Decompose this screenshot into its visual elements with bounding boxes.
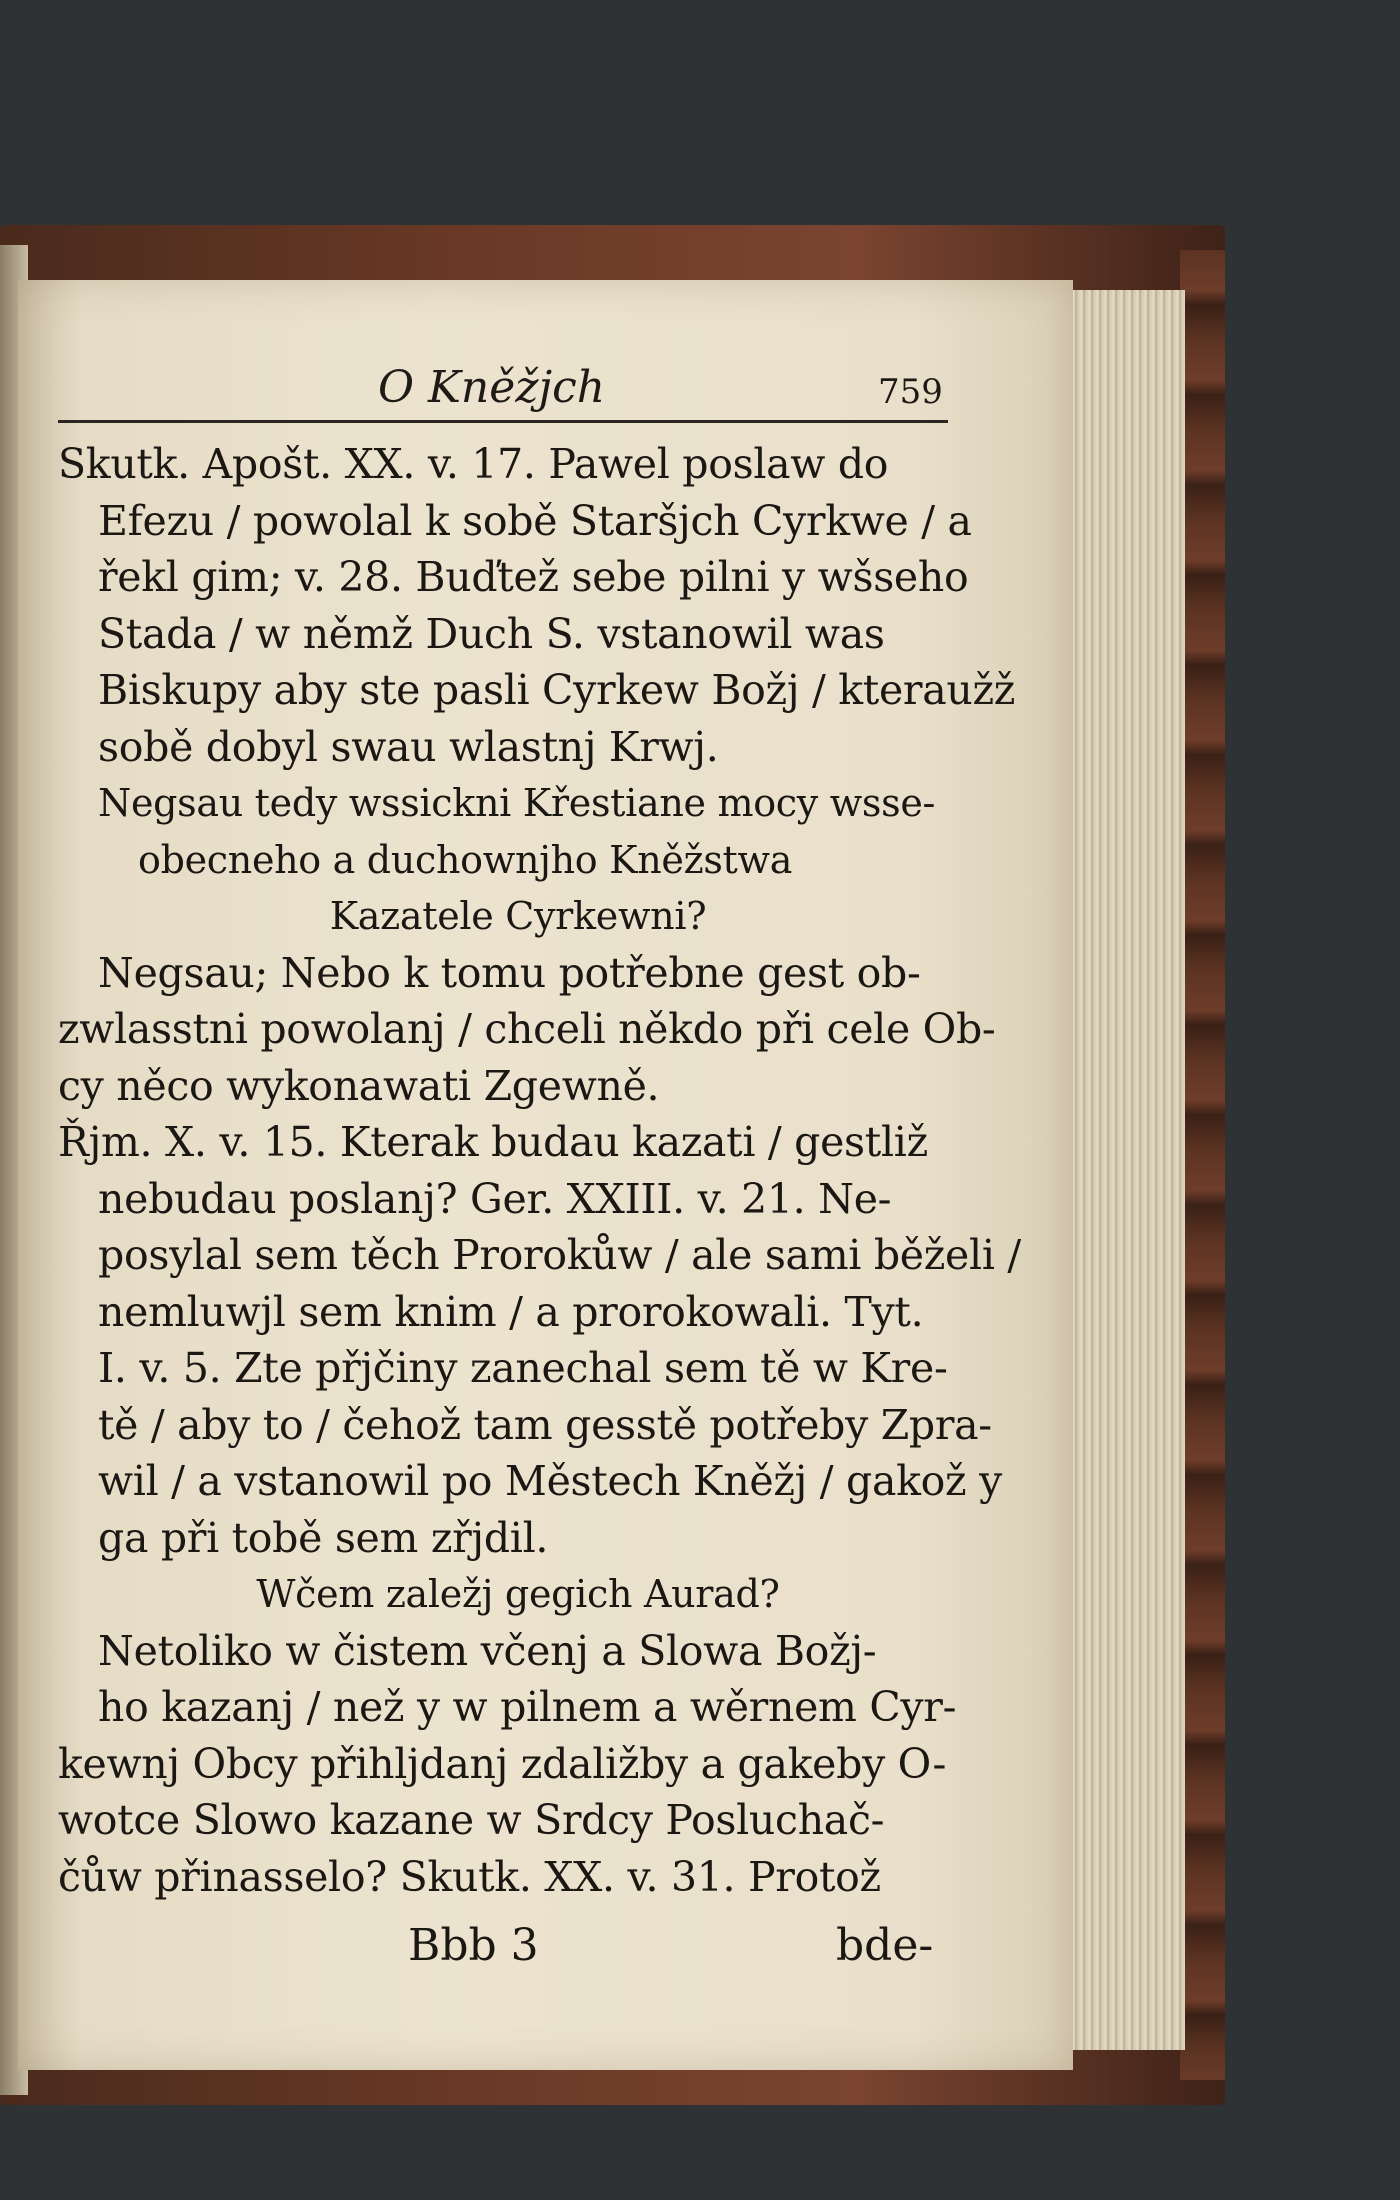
text-line: Negsau; Nebo k tomu potřebne gest ob- bbox=[98, 948, 921, 997]
page-number: 759 bbox=[878, 372, 943, 412]
text-line: wotce Slowo kazane w Srdcy Posluchač- bbox=[58, 1796, 885, 1844]
text-line: kewnj Obcy přihljdanj zdaližby a gakeby O- bbox=[58, 1739, 947, 1788]
text-line: Netoliko w čistem včenj a Slowa Božj- bbox=[98, 1626, 877, 1675]
book-page bbox=[18, 280, 1073, 2070]
page-edges bbox=[1055, 290, 1185, 2050]
text-line: I. v. 5. Zte přjčiny zanechal sem tě w Kre- bbox=[98, 1344, 948, 1392]
running-head: O Kněžjch bbox=[378, 362, 606, 413]
text-line: tě / aby to / čehož tam gesstě potřeby Zpra- bbox=[98, 1400, 992, 1449]
text-line: zwlasstni powolanj / chceli někdo při cele Ob- bbox=[58, 1005, 996, 1053]
question-line: obecneho a duchownjho Kněžstwa bbox=[138, 837, 793, 882]
text-line: Biskupy aby ste pasli Cyrkew Božj / kteraužž bbox=[98, 666, 1016, 714]
signature-mark: Bbb 3 bbox=[408, 1920, 539, 1971]
catchword: bde- bbox=[836, 1920, 934, 1971]
text-line: čůw přinasselo? Skutk. XX. v. 31. Protož bbox=[58, 1852, 881, 1901]
text-line: ho kazanj / než y w pilnem a wěrnem Cyr- bbox=[98, 1683, 957, 1731]
text-line: nemluwjl sem knim / a prorokowali. Tyt. bbox=[98, 1287, 924, 1336]
text-line: Skutk. Apošt. XX. v. 17. Pawel poslaw do bbox=[58, 440, 889, 488]
question-line: Kazatele Cyrkewni? bbox=[329, 894, 707, 938]
text-line: wil / a vstanowil po Městech Kněžj / gakož y bbox=[98, 1457, 1002, 1505]
text-line: Stada / w němž Duch S. vstanowil was bbox=[98, 609, 885, 658]
text-line: řekl gim; v. 28. Buďtež sebe pilni y wšseho bbox=[98, 553, 969, 601]
header-rule bbox=[58, 420, 948, 423]
text-line: nebudau poslanj? Ger. XXIII. v. 21. Ne- bbox=[98, 1174, 892, 1223]
question-line: Negsau tedy wssickni Křestiane mocy wsse- bbox=[98, 781, 936, 825]
text-line: posylal sem těch Prorokůw / ale sami běželi / bbox=[98, 1231, 1021, 1279]
text-line: ga při tobě sem zřjdil. bbox=[98, 1513, 549, 1562]
text-line: Řjm. X. v. 15. Kterak budau kazati / gestliž bbox=[58, 1118, 928, 1166]
page-body bbox=[58, 436, 1021, 1905]
text-line: sobě dobyl swau wlastnj Krwj. bbox=[98, 722, 719, 771]
text-line: cy něco wykonawati Zgewně. bbox=[58, 1061, 660, 1110]
text-line: Efezu / powolal k sobě Staršjch Cyrkwe / a bbox=[98, 496, 972, 545]
question-line: Wčem zaležj gegich Aurad? bbox=[256, 1572, 780, 1616]
cover-edge bbox=[1180, 250, 1225, 2080]
